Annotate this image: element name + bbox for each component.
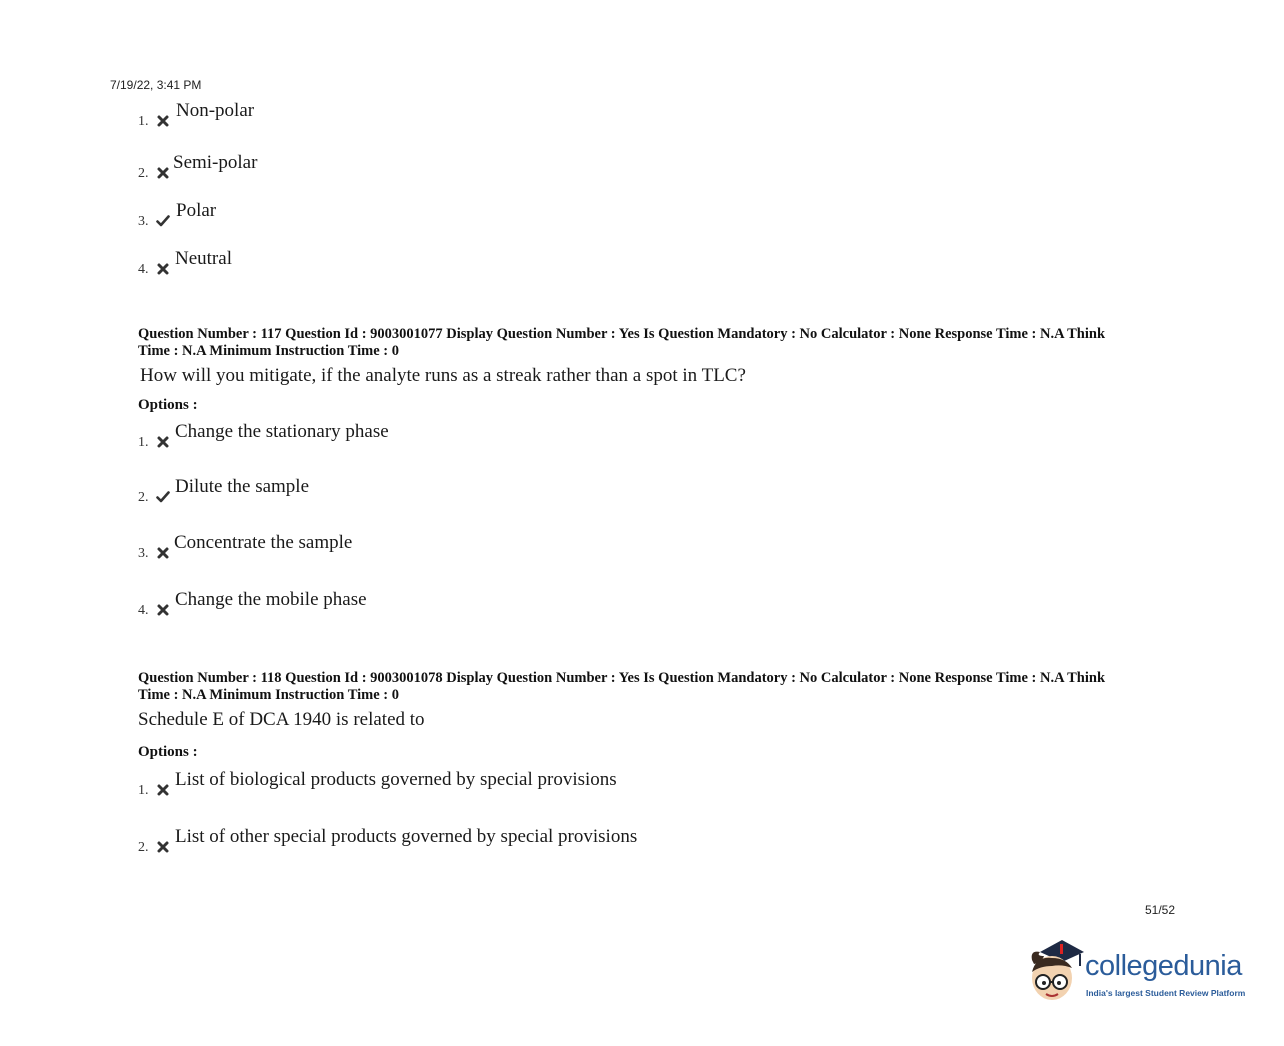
page-number: 51/52: [1145, 903, 1176, 917]
option-text: Non-polar: [176, 100, 255, 121]
print-timestamp: 7/19/22, 3:41 PM: [110, 78, 202, 92]
option-number: 2.: [138, 166, 149, 181]
option-number: 2.: [138, 840, 149, 855]
cross-icon: [156, 114, 170, 128]
option-text: Semi-polar: [173, 152, 258, 173]
option-text: Concentrate the sample: [174, 532, 353, 553]
option-text: Neutral: [175, 248, 232, 269]
question-meta: [138, 670, 1168, 704]
option-text: List of biological products governed by special provisions: [175, 769, 617, 790]
mascot-icon: [1022, 938, 1086, 1008]
option-number: 3.: [138, 546, 149, 561]
option-text: Change the mobile phase: [175, 589, 367, 610]
option-text: Dilute the sample: [175, 476, 310, 497]
question-text: Schedule E of DCA 1940 is related to: [138, 709, 425, 730]
cross-icon: [156, 435, 170, 449]
question-text: How will you mitigate, if the analyte runs as a streak rather than a spot in TLC?: [140, 365, 746, 386]
options-label: Options :: [138, 744, 198, 760]
question-meta-line: Time : N.A Minimum Instruction Time : 0: [138, 687, 400, 703]
question-meta: [138, 326, 1168, 360]
collegedunia-logo: [1022, 938, 1262, 1008]
option-number: 1.: [138, 783, 149, 798]
option-number: 4.: [138, 603, 149, 618]
brand-tagline: India's largest Student Review Platform: [1086, 988, 1246, 998]
option-number: 3.: [138, 214, 149, 229]
options-label: Options :: [138, 397, 198, 413]
check-icon: [156, 490, 170, 504]
cross-icon: [156, 546, 170, 560]
option-number: 1.: [138, 435, 149, 450]
cross-icon: [156, 166, 170, 180]
question-meta-line: Question Number : 117 Question Id : 9003001077 Display Question Number : Yes Is Question Mandatory : No Calculator : None Response Time : N.A Think: [138, 326, 1106, 342]
cross-icon: [156, 603, 170, 617]
option-number: 1.: [138, 114, 149, 129]
option-number: 2.: [138, 490, 149, 505]
question-meta-line: Question Number : 118 Question Id : 9003001078 Display Question Number : Yes Is Question Mandatory : No Calculator : None Response Time : N.A Think: [138, 670, 1106, 686]
cross-icon: [156, 783, 170, 797]
check-icon: [156, 214, 170, 228]
cross-icon: [156, 840, 170, 854]
option-number: 4.: [138, 262, 149, 277]
question-meta-line: Time : N.A Minimum Instruction Time : 0: [138, 343, 400, 359]
option-text: Polar: [176, 200, 217, 221]
option-text: List of other special products governed by special provisions: [175, 826, 638, 847]
brand-name: collegedunia: [1085, 950, 1242, 982]
cross-icon: [156, 262, 170, 276]
option-text: Change the stationary phase: [175, 421, 389, 442]
